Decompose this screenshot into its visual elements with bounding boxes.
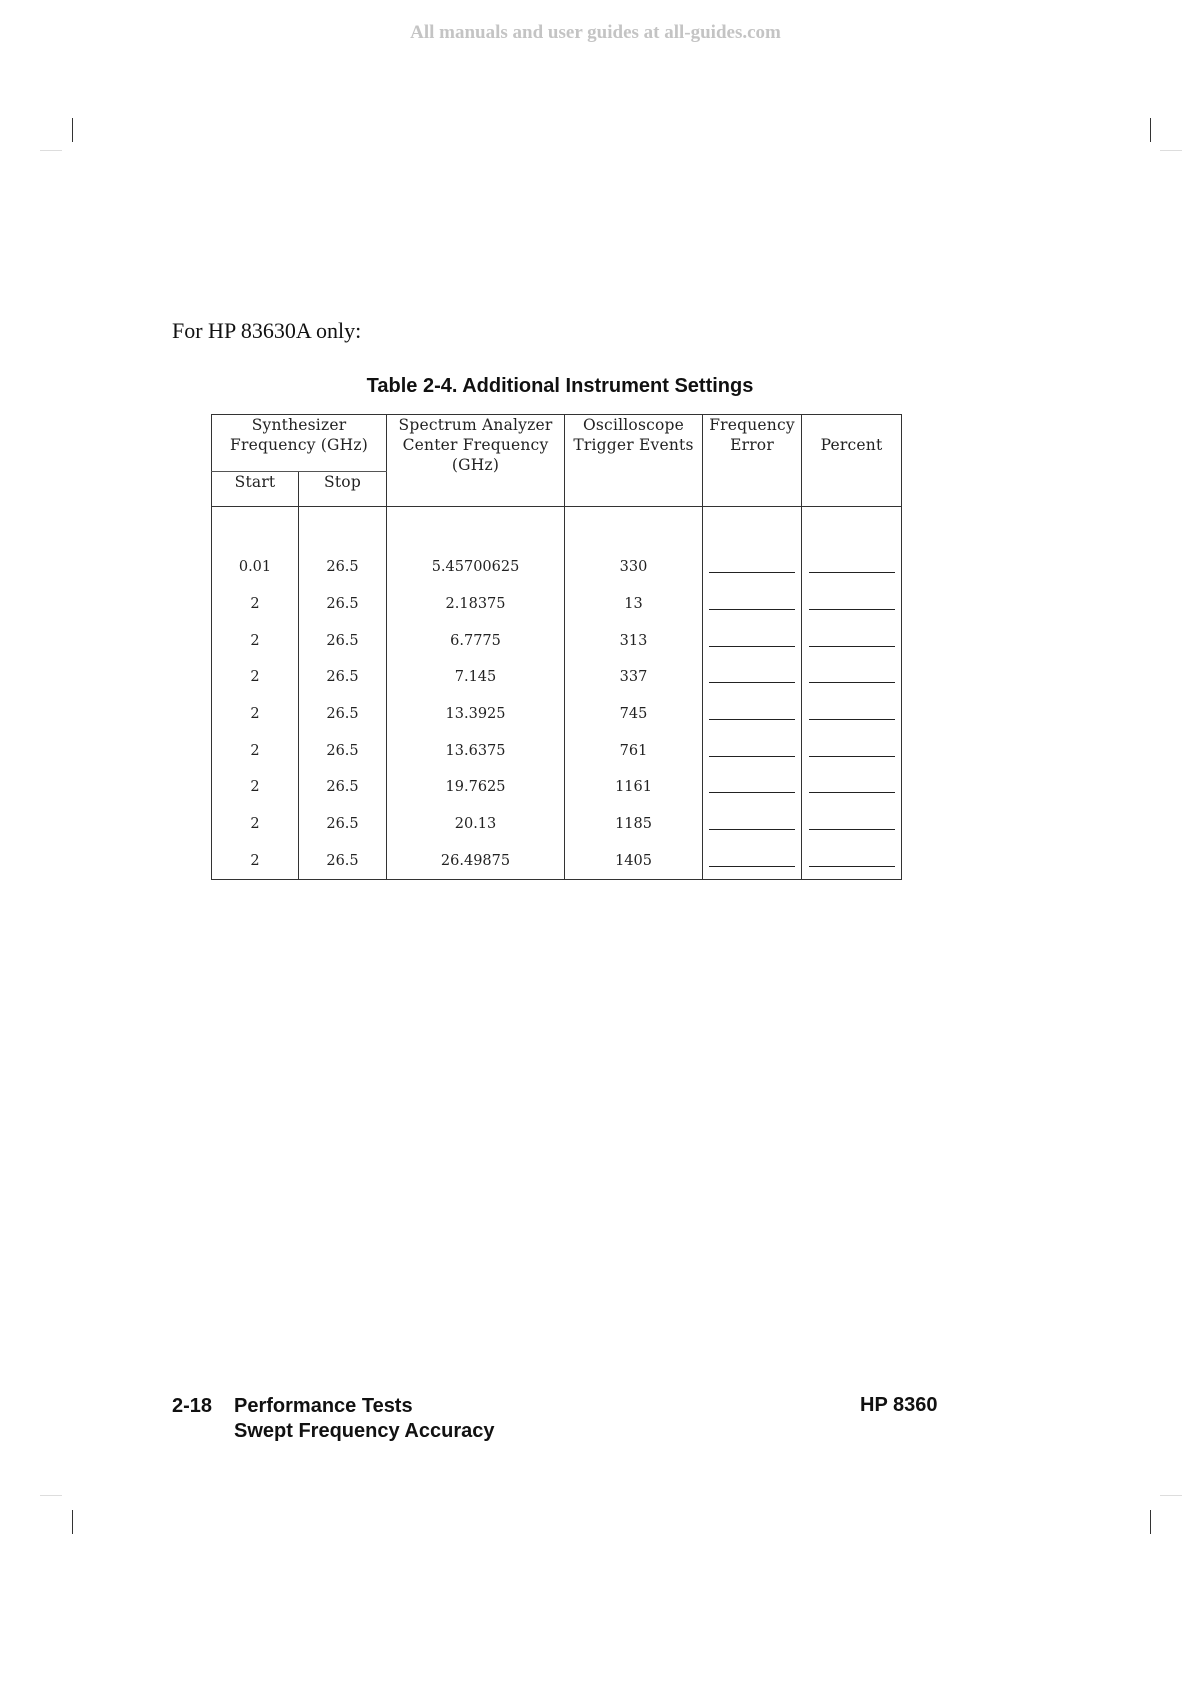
header-stop: Stop <box>299 472 387 507</box>
cell-frequency-error-blank[interactable] <box>703 622 802 659</box>
table-row <box>212 732 902 769</box>
table-row <box>212 586 902 623</box>
fill-in-line <box>809 608 895 610</box>
cell-events: 1161 <box>565 769 703 806</box>
table-row <box>212 549 902 586</box>
cell-stop: 26.5 <box>299 696 387 733</box>
crop-mark-top-left <box>72 118 73 142</box>
fill-in-line <box>809 791 895 793</box>
cell-stop: 26.5 <box>299 769 387 806</box>
cell-stop: 26.5 <box>299 659 387 696</box>
cell-percent-blank[interactable] <box>802 843 902 880</box>
header-synthesizer-frequency <box>212 415 387 472</box>
cell-frequency-error-blank[interactable] <box>703 586 802 623</box>
cell-percent-blank[interactable] <box>802 549 902 586</box>
cell-start: 2 <box>212 732 299 769</box>
crop-mark-top-right <box>1150 118 1151 142</box>
fill-in-line <box>709 608 795 610</box>
footer-left <box>172 1394 494 1444</box>
cell-events: 1185 <box>565 806 703 843</box>
cell-frequency-error-blank[interactable] <box>703 843 802 880</box>
header-frequency-error <box>703 415 802 507</box>
watermark: All manuals and user guides at all-guides.com <box>410 22 781 43</box>
fill-in-line <box>709 791 795 793</box>
fill-in-line <box>809 681 895 683</box>
cell-events: 337 <box>565 659 703 696</box>
page-number: 2-18 <box>172 1395 213 1417</box>
header-start: Start <box>212 472 299 507</box>
table-row <box>212 843 902 880</box>
header-percent <box>802 415 902 507</box>
footer-section: Performance Tests <box>234 1395 413 1417</box>
header-fe-line2: Error <box>730 436 774 454</box>
cell-frequency-error-blank[interactable] <box>703 696 802 733</box>
fill-in-line <box>809 645 895 647</box>
cell-frequency-error-blank[interactable] <box>703 769 802 806</box>
cell-stop: 26.5 <box>299 806 387 843</box>
cell-percent-blank[interactable] <box>802 659 902 696</box>
cell-events: 330 <box>565 549 703 586</box>
cell-events: 313 <box>565 622 703 659</box>
fill-in-line <box>709 571 795 573</box>
crop-mark-bottom-left-h <box>40 1495 62 1496</box>
fill-in-line <box>709 645 795 647</box>
cell-percent-blank[interactable] <box>802 586 902 623</box>
cell-center: 13.3925 <box>387 696 565 733</box>
fill-in-line <box>709 681 795 683</box>
header-trigger-events <box>565 415 703 507</box>
cell-center: 7.145 <box>387 659 565 696</box>
cell-start: 0.01 <box>212 549 299 586</box>
cell-events: 745 <box>565 696 703 733</box>
cell-frequency-error-blank[interactable] <box>703 806 802 843</box>
cell-stop: 26.5 <box>299 732 387 769</box>
header-osc-line2: Trigger Events <box>573 436 694 454</box>
header-synth-line2: Frequency (GHz) <box>230 436 368 454</box>
table-row <box>212 769 902 806</box>
instrument-settings-table <box>211 414 902 880</box>
fill-in-line <box>709 828 795 830</box>
header-sa-line2: Center Frequency <box>402 436 549 454</box>
crop-mark-bottom-right-h <box>1160 1495 1182 1496</box>
table-spacer-row <box>212 507 902 550</box>
fill-in-line <box>709 755 795 757</box>
crop-mark-top-left-h <box>40 150 62 151</box>
cell-start: 2 <box>212 586 299 623</box>
header-center-frequency <box>387 415 565 507</box>
header-synth-line1: Synthesizer <box>251 416 347 434</box>
header-osc-line1: Oscilloscope <box>583 416 685 434</box>
header-percent-label: Percent <box>820 436 883 454</box>
table-title: Table 2-4. Additional Instrument Settings <box>366 375 754 397</box>
cell-center: 26.49875 <box>387 843 565 880</box>
header-sa-line3: (GHz) <box>451 456 500 474</box>
cell-events: 1405 <box>565 843 703 880</box>
cell-center: 2.18375 <box>387 586 565 623</box>
fill-in-line <box>709 718 795 720</box>
cell-frequency-error-blank[interactable] <box>703 732 802 769</box>
cell-stop: 26.5 <box>299 843 387 880</box>
table-row <box>212 659 902 696</box>
cell-start: 2 <box>212 622 299 659</box>
cell-start: 2 <box>212 806 299 843</box>
cell-start: 2 <box>212 696 299 733</box>
cell-stop: 26.5 <box>299 622 387 659</box>
cell-start: 2 <box>212 843 299 880</box>
header-fe-line1: Frequency <box>709 416 795 434</box>
cell-percent-blank[interactable] <box>802 769 902 806</box>
cell-percent-blank[interactable] <box>802 622 902 659</box>
table-row <box>212 622 902 659</box>
fill-in-line <box>809 755 895 757</box>
cell-percent-blank[interactable] <box>802 696 902 733</box>
cell-stop: 26.5 <box>299 549 387 586</box>
fill-in-line <box>809 718 895 720</box>
cell-center: 19.7625 <box>387 769 565 806</box>
cell-start: 2 <box>212 659 299 696</box>
cell-events: 761 <box>565 732 703 769</box>
cell-center: 13.6375 <box>387 732 565 769</box>
header-sa-line1: Spectrum Analyzer <box>398 416 553 434</box>
fill-in-line <box>709 865 795 867</box>
footer-model: HP 8360 <box>860 1394 938 1416</box>
crop-mark-bottom-right <box>1150 1510 1151 1534</box>
cell-events: 13 <box>565 586 703 623</box>
cell-stop: 26.5 <box>299 586 387 623</box>
footer-subsection: Swept Frequency Accuracy <box>234 1420 495 1442</box>
cell-frequency-error-blank[interactable] <box>703 659 802 696</box>
cell-percent-blank[interactable] <box>802 732 902 769</box>
cell-frequency-error-blank[interactable] <box>703 549 802 586</box>
table-row <box>212 806 902 843</box>
cell-center: 20.13 <box>387 806 565 843</box>
crop-mark-bottom-left <box>72 1510 73 1534</box>
fill-in-line <box>809 571 895 573</box>
cell-center: 5.45700625 <box>387 549 565 586</box>
table-row <box>212 696 902 733</box>
intro-text: For HP 83630A only: <box>172 318 362 343</box>
fill-in-line <box>809 828 895 830</box>
cell-start: 2 <box>212 769 299 806</box>
crop-mark-top-right-h <box>1160 150 1182 151</box>
cell-center: 6.7775 <box>387 622 565 659</box>
cell-percent-blank[interactable] <box>802 806 902 843</box>
fill-in-line <box>809 865 895 867</box>
